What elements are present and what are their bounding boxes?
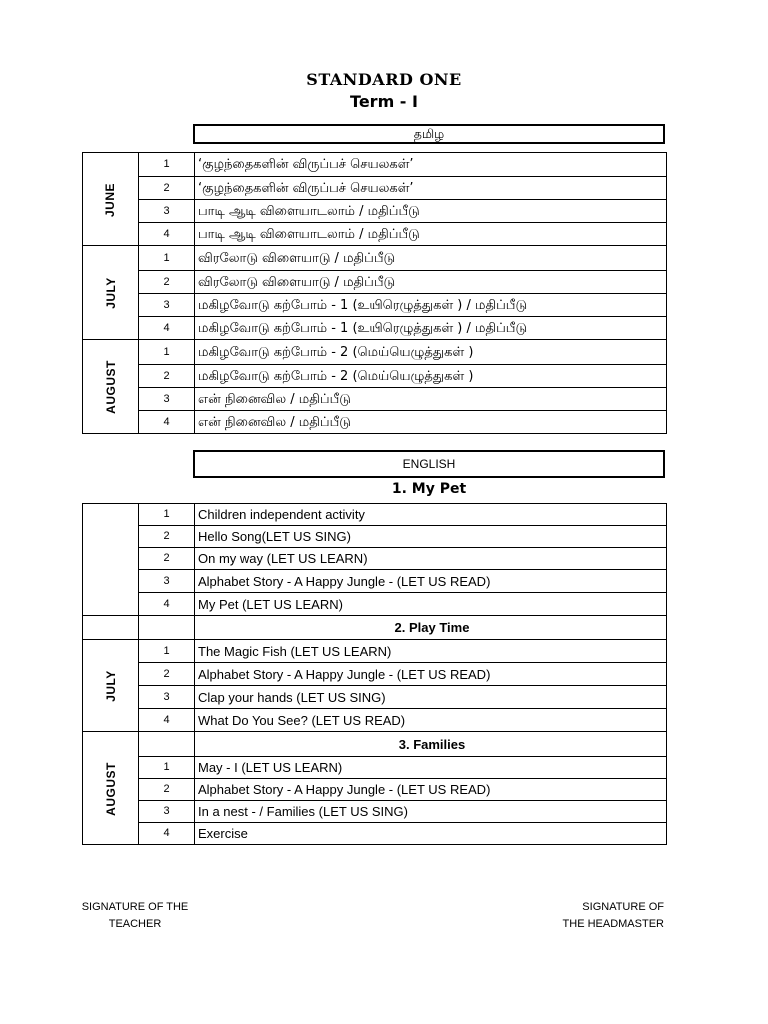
row-number: 3	[139, 570, 195, 593]
lesson-text: May - I (LET US LEARN)	[195, 757, 667, 779]
row-number: 3	[139, 388, 195, 411]
table-row	[83, 153, 667, 177]
tamil-schedule-table	[82, 152, 667, 434]
lesson-text: In a nest - / Families (LET US SING)	[195, 801, 667, 823]
lesson-text: என் நினைவில / மதிப்பீடு	[195, 411, 667, 434]
table-row	[83, 365, 667, 388]
row-number: 2	[139, 548, 195, 570]
table-row	[83, 340, 667, 365]
lesson-text: மகிழவோடு கற்போம் - 1 (உயிரெழுத்துகள் ) / மதிப்பீடு	[195, 294, 667, 317]
lesson-text: The Magic Fish (LET US LEARN)	[195, 640, 667, 663]
row-number: 4	[139, 223, 195, 246]
row-number: 2	[139, 177, 195, 200]
teacher-signature-line1: SIGNATURE OF THE	[81, 901, 189, 913]
row-number: 4	[139, 411, 195, 434]
row-number: 2	[139, 779, 195, 801]
teacher-signature	[70, 899, 200, 933]
table-row	[83, 246, 667, 271]
table-row	[83, 593, 667, 616]
lesson-text: மகிழவோடு கற்போம் - 2 (மெய்யெழுத்துகள் )	[195, 340, 667, 365]
table-row	[83, 223, 667, 246]
table-row	[83, 823, 667, 845]
tamil-heading: தமிழ	[193, 124, 665, 144]
standard-title: STANDARD ONE	[306, 70, 462, 89]
headmaster-signature	[540, 899, 664, 933]
lesson-text: Alphabet Story - A Happy Jungle - (LET US READ)	[195, 663, 667, 686]
row-number: 2	[139, 271, 195, 294]
english-heading: ENGLISH	[193, 450, 665, 478]
table-row	[83, 548, 667, 570]
row-number: 4	[139, 823, 195, 845]
lesson-text: Alphabet Story - A Happy Jungle - (LET US READ)	[195, 570, 667, 593]
table-row	[83, 317, 667, 340]
month-cell-july: JULY	[83, 640, 139, 732]
row-number: 3	[139, 801, 195, 823]
headmaster-signature-line1: SIGNATURE OF	[582, 901, 664, 913]
row-number: 2	[139, 663, 195, 686]
row-number: 4	[139, 593, 195, 616]
table-row	[83, 732, 667, 757]
tamil-june-group	[83, 153, 667, 246]
row-number: 3	[139, 200, 195, 223]
table-row	[83, 526, 667, 548]
table-row	[83, 570, 667, 593]
row-number: 4	[139, 317, 195, 340]
lesson-text: Hello Song(LET US SING)	[195, 526, 667, 548]
lesson-text: என் நினைவில / மதிப்பீடு	[195, 388, 667, 411]
lesson-text: மகிழவோடு கற்போம் - 1 (உயிரெழுத்துகள் ) / மதிப்பீடு	[195, 317, 667, 340]
headmaster-signature-line2: THE HEADMASTER	[562, 918, 664, 930]
month-cell-unit1	[83, 504, 139, 616]
table-row	[83, 709, 667, 732]
lesson-text: Exercise	[195, 823, 667, 845]
english-unit3-group	[83, 732, 667, 845]
row-number: 1	[139, 640, 195, 663]
lesson-text: On my way (LET US LEARN)	[195, 548, 667, 570]
lesson-text: பாடி ஆடி விளையாடலாம் / மதிப்பீடு	[195, 200, 667, 223]
table-row	[83, 411, 667, 434]
table-row	[83, 504, 667, 526]
table-row	[83, 801, 667, 823]
teacher-signature-line2: TEACHER	[108, 918, 162, 930]
table-row	[83, 686, 667, 709]
month-cell-june: JUNE	[83, 153, 139, 246]
row-number: 3	[139, 294, 195, 317]
table-row	[83, 177, 667, 200]
tamil-july-group	[83, 246, 667, 340]
term-title: Term - I	[350, 92, 418, 111]
row-number: 2	[139, 365, 195, 388]
row-number: 4	[139, 709, 195, 732]
english-schedule-table	[82, 503, 667, 845]
table-row	[83, 200, 667, 223]
row-number: 1	[139, 246, 195, 271]
month-cell-july: JULY	[83, 246, 139, 340]
english-unit2-group	[83, 616, 667, 732]
lesson-text: ‘குழந்தைகளின் விருப்பச் செயலகள்’	[195, 153, 667, 177]
row-number: 1	[139, 757, 195, 779]
table-row	[83, 388, 667, 411]
table-row	[83, 757, 667, 779]
month-cell-august: AUGUST	[83, 340, 139, 434]
unit-title-my-pet: 1. My Pet	[391, 481, 467, 497]
row-number: 3	[139, 686, 195, 709]
unit-title-play-time: 2. Play Time	[195, 616, 667, 640]
row-number: 1	[139, 340, 195, 365]
table-row	[83, 663, 667, 686]
blank-cell	[83, 616, 139, 640]
blank-cell	[139, 616, 195, 640]
table-row	[83, 616, 667, 640]
row-number: 2	[139, 526, 195, 548]
english-unit1-group	[83, 504, 667, 616]
lesson-text: Alphabet Story - A Happy Jungle - (LET US READ)	[195, 779, 667, 801]
lesson-text: Children independent activity	[195, 504, 667, 526]
blank-cell	[139, 732, 195, 757]
lesson-text: பாடி ஆடி விளையாடலாம் / மதிப்பீடு	[195, 223, 667, 246]
lesson-text: My Pet (LET US LEARN)	[195, 593, 667, 616]
table-row	[83, 271, 667, 294]
table-row	[83, 779, 667, 801]
lesson-text: விரலோடு விளையாடு / மதிப்பீடு	[195, 246, 667, 271]
lesson-text: மகிழவோடு கற்போம் - 2 (மெய்யெழுத்துகள் )	[195, 365, 667, 388]
lesson-text: What Do You See? (LET US READ)	[195, 709, 667, 732]
lesson-text: ‘குழந்தைகளின் விருப்பச் செயலகள்’	[195, 177, 667, 200]
row-number: 1	[139, 504, 195, 526]
tamil-august-group	[83, 340, 667, 434]
table-row	[83, 640, 667, 663]
row-number: 1	[139, 153, 195, 177]
lesson-text: விரலோடு விளையாடு / மதிப்பீடு	[195, 271, 667, 294]
month-cell-august: AUGUST	[83, 732, 139, 845]
table-row	[83, 294, 667, 317]
lesson-text: Clap your hands (LET US SING)	[195, 686, 667, 709]
unit-title-families: 3. Families	[195, 732, 667, 757]
